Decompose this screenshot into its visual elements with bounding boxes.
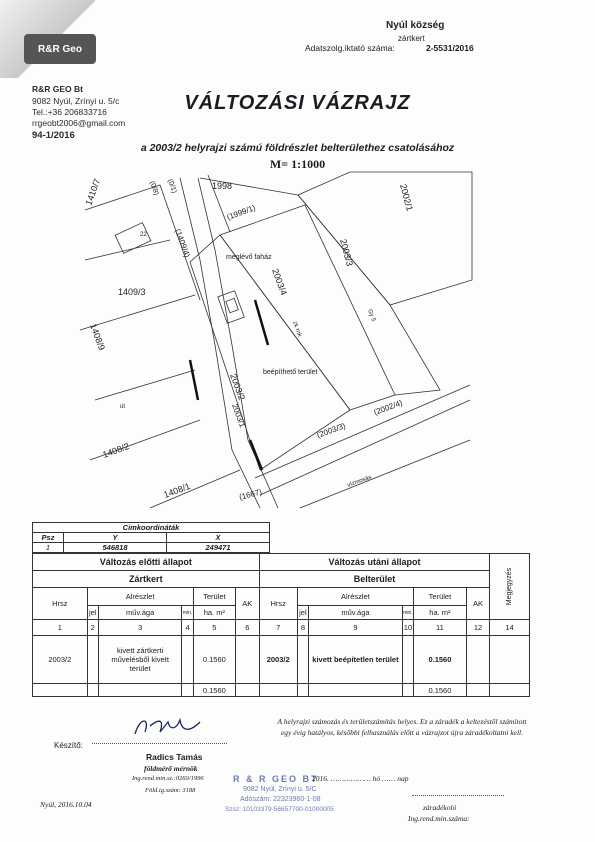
before-title: Változás előtti állapot xyxy=(33,554,260,571)
row-after-hrsz: 2003/2 xyxy=(259,636,297,684)
scale-label: M= 1:1000 xyxy=(269,157,326,171)
date-line: 2016. ……………… hó …… nap xyxy=(312,774,409,783)
label-2003-3b: (2003/3) xyxy=(315,421,347,440)
label-1998: 1998 xyxy=(212,181,233,191)
col-num: 4 xyxy=(182,620,193,636)
h-jel-before: jel xyxy=(87,606,98,620)
made-by-label: Készítő: xyxy=(54,741,83,750)
company-name: R&R GEO Bt xyxy=(32,84,83,94)
label-2003-1: 2003/1 xyxy=(230,402,247,429)
col-num: 7 xyxy=(259,620,297,636)
road-right-edge xyxy=(198,178,278,508)
company-logo xyxy=(24,34,96,64)
h-jel-after: jel xyxy=(297,606,308,620)
coords-y: 546818 xyxy=(64,543,167,553)
row-after-desc: kivett beépítetlen terület xyxy=(309,636,403,684)
cabin-inner-shape xyxy=(226,298,239,312)
h-hrsz-after: Hrsz xyxy=(259,588,297,620)
engineer-reg-1: Ing.rend.min.sz.:0260/1996 xyxy=(132,775,204,782)
row-after-area: 0.1560 xyxy=(414,636,467,684)
road-left-edge xyxy=(180,178,260,508)
company-phone: Tel.:+36 206833716 xyxy=(32,107,107,117)
before-zone: Zártkert xyxy=(33,571,260,588)
cabin-shape xyxy=(218,291,244,323)
after-title: Változás utáni állapot xyxy=(259,554,490,571)
stamp-tax: Adószám: 22323960-1-08 xyxy=(240,796,321,803)
signature xyxy=(130,712,210,740)
parcel-boundary-1 xyxy=(85,240,170,260)
col-num: 6 xyxy=(235,620,259,636)
cadastral-map xyxy=(0,165,595,510)
col-num: 12 xyxy=(466,620,490,636)
stream-line xyxy=(300,440,470,508)
label-stream: vízmosás xyxy=(346,474,373,489)
col-num: 11 xyxy=(414,620,467,636)
reg-label: Adatszolg.iktató száma: xyxy=(305,43,395,53)
label-1408-2: 1408/2 xyxy=(101,441,131,460)
col-num: 9 xyxy=(309,620,403,636)
h-terulet-before: Terület xyxy=(193,588,235,606)
label-2003-4: 2003/4 xyxy=(270,267,289,297)
thick-boundary-left xyxy=(190,360,198,400)
row-before-hrsz: 2003/2 xyxy=(33,636,88,684)
page-subtitle: a 2003/2 helyrajzi számú földrészlet belterülethez csatolásához xyxy=(140,142,455,154)
h-alreszlet-before: Alrészlet xyxy=(87,588,193,606)
stamp-address: 9082 Nyúl, Zrínyi u. 5/C xyxy=(243,786,317,793)
coords-h-psz: Psz xyxy=(33,533,64,543)
approver-reg-label: Ing.rend.min.száma: xyxy=(408,814,470,823)
h-muvaga-after: műv.ága xyxy=(309,606,403,620)
stamp-company: R & R GEO BT xyxy=(233,774,319,784)
company-email: rrgeobt2006@gmail.com xyxy=(32,118,126,128)
label-2002-4: (2002/4) xyxy=(372,398,404,417)
label-1408-9: 1408/9 xyxy=(88,322,107,352)
h-hrsz-before: Hrsz xyxy=(33,588,88,620)
h-ak-after: AK xyxy=(466,588,490,620)
parcel-boundary-4 xyxy=(95,370,195,400)
col-num: 8 xyxy=(297,620,308,636)
label-1667: (1667) xyxy=(238,487,263,502)
change-table xyxy=(32,553,530,697)
coords-title: Cimkoordináták xyxy=(33,523,270,533)
stamp-bank: Szsz: 10103379-56657700-01000005 xyxy=(225,806,334,813)
label-existing-house: meglévő faház xyxy=(226,254,272,261)
label-road: út xyxy=(120,404,126,410)
after-zone: Belterület xyxy=(259,571,490,588)
page-title: VÁLTOZÁSI VÁZRAJZ xyxy=(184,92,411,114)
row-before-desc: kivett zártkerti művelésből kivett terület xyxy=(98,636,181,684)
parcel-2002-1-outline xyxy=(298,172,472,305)
total-after: 0.1560 xyxy=(414,684,467,697)
engineer-name: Radics Tamás xyxy=(146,752,203,762)
row-before-area: 0.1560 xyxy=(193,636,235,684)
zone-label: zártkert xyxy=(398,34,425,43)
coords-table xyxy=(32,522,270,553)
total-before: 0.1560 xyxy=(193,684,235,697)
place-date: Nyúl, 2016.10.04 xyxy=(40,800,92,809)
col-num: 14 xyxy=(490,620,530,636)
thick-boundary-bottom xyxy=(250,440,262,470)
h-ha-before: ha. m² xyxy=(193,606,235,620)
label-2003-2: 2003/2 xyxy=(228,372,247,402)
label-2002-1: 2002/1 xyxy=(398,182,415,213)
coords-h-y: Y xyxy=(64,533,167,543)
coords-h-x: X xyxy=(167,533,270,543)
h-muvaga-before: műv.ága xyxy=(98,606,181,620)
label-zk: zk rnk xyxy=(291,320,303,338)
label-gy: Gy 5 xyxy=(366,308,377,323)
parcel-2003-3-outline xyxy=(298,195,440,395)
road-bottom-edge xyxy=(255,385,470,478)
disclaimer-text: A helyrajzi számozás és területszámítás helyes. Ez a záradék a keltezéstől számított egy évig hatályos, későbbi felhasználás előtt a vázrajzot újra záradékoltatni kell. xyxy=(277,717,527,737)
h-ak-before: AK xyxy=(235,588,259,620)
h-ha-after: ha. m² xyxy=(414,606,467,620)
notes-header xyxy=(490,554,530,620)
label-0-1: (0/1) xyxy=(166,178,178,195)
label-2003-3: 2003/3 xyxy=(338,237,355,268)
company-address: 9082 Nyúl, Zrínyi u. 5/c xyxy=(32,96,120,106)
village-name: Nyúl község xyxy=(386,20,445,31)
label-buildable-area: beépíthető terület xyxy=(263,369,318,376)
col-num: 10 xyxy=(402,620,413,636)
left-house-shape xyxy=(115,223,151,254)
label-1409-3: 1409/3 xyxy=(118,287,146,297)
engineer-title: földmérő mérnök xyxy=(144,764,198,773)
label-1410-7: 1410/7 xyxy=(83,177,103,207)
label-0-8: (0/8) xyxy=(148,180,160,197)
coords-psz: 1 xyxy=(33,543,64,553)
logo-text: R&R Geo xyxy=(38,43,82,55)
signature-line xyxy=(92,743,227,744)
col-num: 3 xyxy=(98,620,181,636)
doc-number: 94-1/2016 xyxy=(32,130,75,141)
approver-label: záradékoló xyxy=(423,803,457,812)
engineer-reg-2: Föld.ig.szám: 3188 xyxy=(145,787,196,794)
h-min-before: min. xyxy=(182,606,193,620)
approver-signature-line xyxy=(412,795,504,796)
col-num: 1 xyxy=(33,620,88,636)
label-1999-1: (1999/1) xyxy=(225,203,257,222)
coords-x: 249471 xyxy=(167,543,270,553)
notes-header-text: Megjegyzés xyxy=(506,567,514,606)
parcel-2003-4-outline xyxy=(220,205,395,410)
h-alreszlet-after: Alrészlet xyxy=(297,588,413,606)
col-num: 5 xyxy=(193,620,235,636)
reg-number: 2-5531/2016 xyxy=(426,43,474,53)
label-1409-4: (1409/4) xyxy=(173,227,192,259)
label-1408-1: 1408/1 xyxy=(162,481,192,500)
h-min-after: min. xyxy=(402,606,413,620)
h-terulet-after: Terület xyxy=(414,588,467,606)
buildable-line xyxy=(255,300,268,345)
col-num: 2 xyxy=(87,620,98,636)
label-pt: 22 xyxy=(140,232,147,238)
